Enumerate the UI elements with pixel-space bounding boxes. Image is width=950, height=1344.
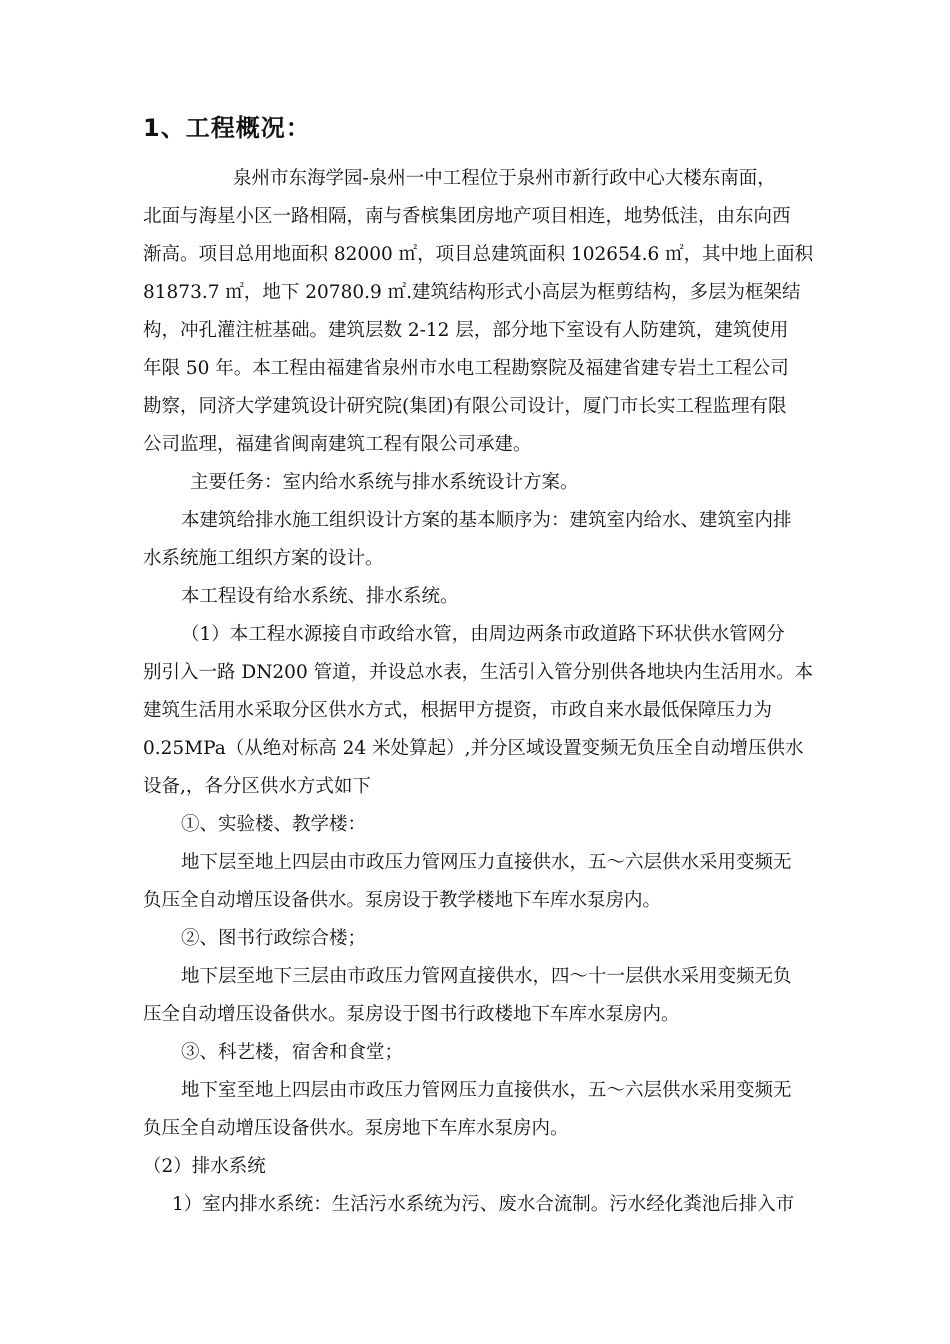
main-task-line: 主要任务：室内给水系统与排水系统设计方案。 xyxy=(190,472,579,493)
paragraph-line: 负压全自动增压设备供水。泵房设于教学楼地下车库水泵房内。 xyxy=(143,890,662,911)
paragraph-line: 别引入一路 DN200 管道，并设总水表，生活引入管分别供各地块内生活用水。本 xyxy=(143,662,814,683)
paragraph-line: 地下层至地上四层由市政压力管网压力直接供水，五～六层供水采用变频无 xyxy=(181,852,792,873)
paragraph-line: 本建筑给排水施工组织设计方案的基本顺序为：建筑室内给水、建筑室内排 xyxy=(181,510,792,531)
paragraph-line: 81873.7 ㎡，地下 20780.9 ㎡.建筑结构形式小高层为框剪结构，多层为框架结 xyxy=(143,282,801,303)
subsection-title: ③、科艺楼，宿舍和食堂； xyxy=(181,1042,404,1063)
paragraph-line: 勘察，同济大学建筑设计研究院(集团)有限公司设计，厦门市长实工程监理有限 xyxy=(143,396,787,417)
paragraph-line: 负压全自动增压设备供水。泵房地下车库水泵房内。 xyxy=(143,1118,569,1139)
paragraph-line: 泉州市东海学园-泉州一中工程位于泉州市新行政中心大楼东南面， xyxy=(233,168,776,189)
section-heading: 1、工程概况： xyxy=(143,114,311,142)
paragraph-line: 年限 50 年。本工程由福建省泉州市水电工程勘察院及福建省建专岩土工程公司 xyxy=(143,358,789,379)
paragraph-line: （1）本工程水源接自市政给水管，由周边两条市政道路下环状供水管网分 xyxy=(181,624,785,645)
paragraph-line: 水系统施工组织方案的设计。 xyxy=(143,548,384,569)
paragraph-line: 压全自动增压设备供水。泵房设于图书行政楼地下车库水泵房内。 xyxy=(143,1004,680,1025)
paragraph-line: 1）室内排水系统：生活污水系统为污、废水合流制。污水经化粪池后排入市 xyxy=(172,1194,795,1215)
paragraph-line: 设备,，各分区供水方式如下 xyxy=(143,776,371,797)
subsection-title: ①、实验楼、教学楼： xyxy=(181,814,367,835)
paragraph-line: 0.25MPa（从绝对标高 24 米处算起）,并分区域设置变频无负压全自动增压供水 xyxy=(143,738,804,759)
paragraph-line: 地下室至地上四层由市政压力管网压力直接供水，五～六层供水采用变频无 xyxy=(181,1080,792,1101)
paragraph-line: 建筑生活用水采取分区供水方式，根据甲方提资，市政自来水最低保障压力为 xyxy=(143,700,773,721)
paragraph-line: 渐高。项目总用地面积 82000 ㎡，项目总建筑面积 102654.6 ㎡，其中地上面积 xyxy=(143,244,814,265)
paragraph-line: 构，冲孔灌注桩基础。建筑层数 2-12 层，部分地下室设有人防建筑，建筑使用 xyxy=(143,320,789,341)
paragraph-line: 北面与海星小区一路相隔，南与香槟集团房地产项目相连，地势低洼，由东向西 xyxy=(143,206,791,227)
paragraph-line: 公司监理，福建省闽南建筑工程有限公司承建。 xyxy=(143,434,532,455)
subsection-title: ②、图书行政综合楼； xyxy=(181,928,367,949)
subsection-title: （2）排水系统 xyxy=(143,1156,266,1177)
paragraph-line: 地下层至地下三层由市政压力管网直接供水，四～十一层供水采用变频无负 xyxy=(181,966,792,987)
paragraph-line: 本工程设有给水系统、排水系统。 xyxy=(181,586,459,607)
